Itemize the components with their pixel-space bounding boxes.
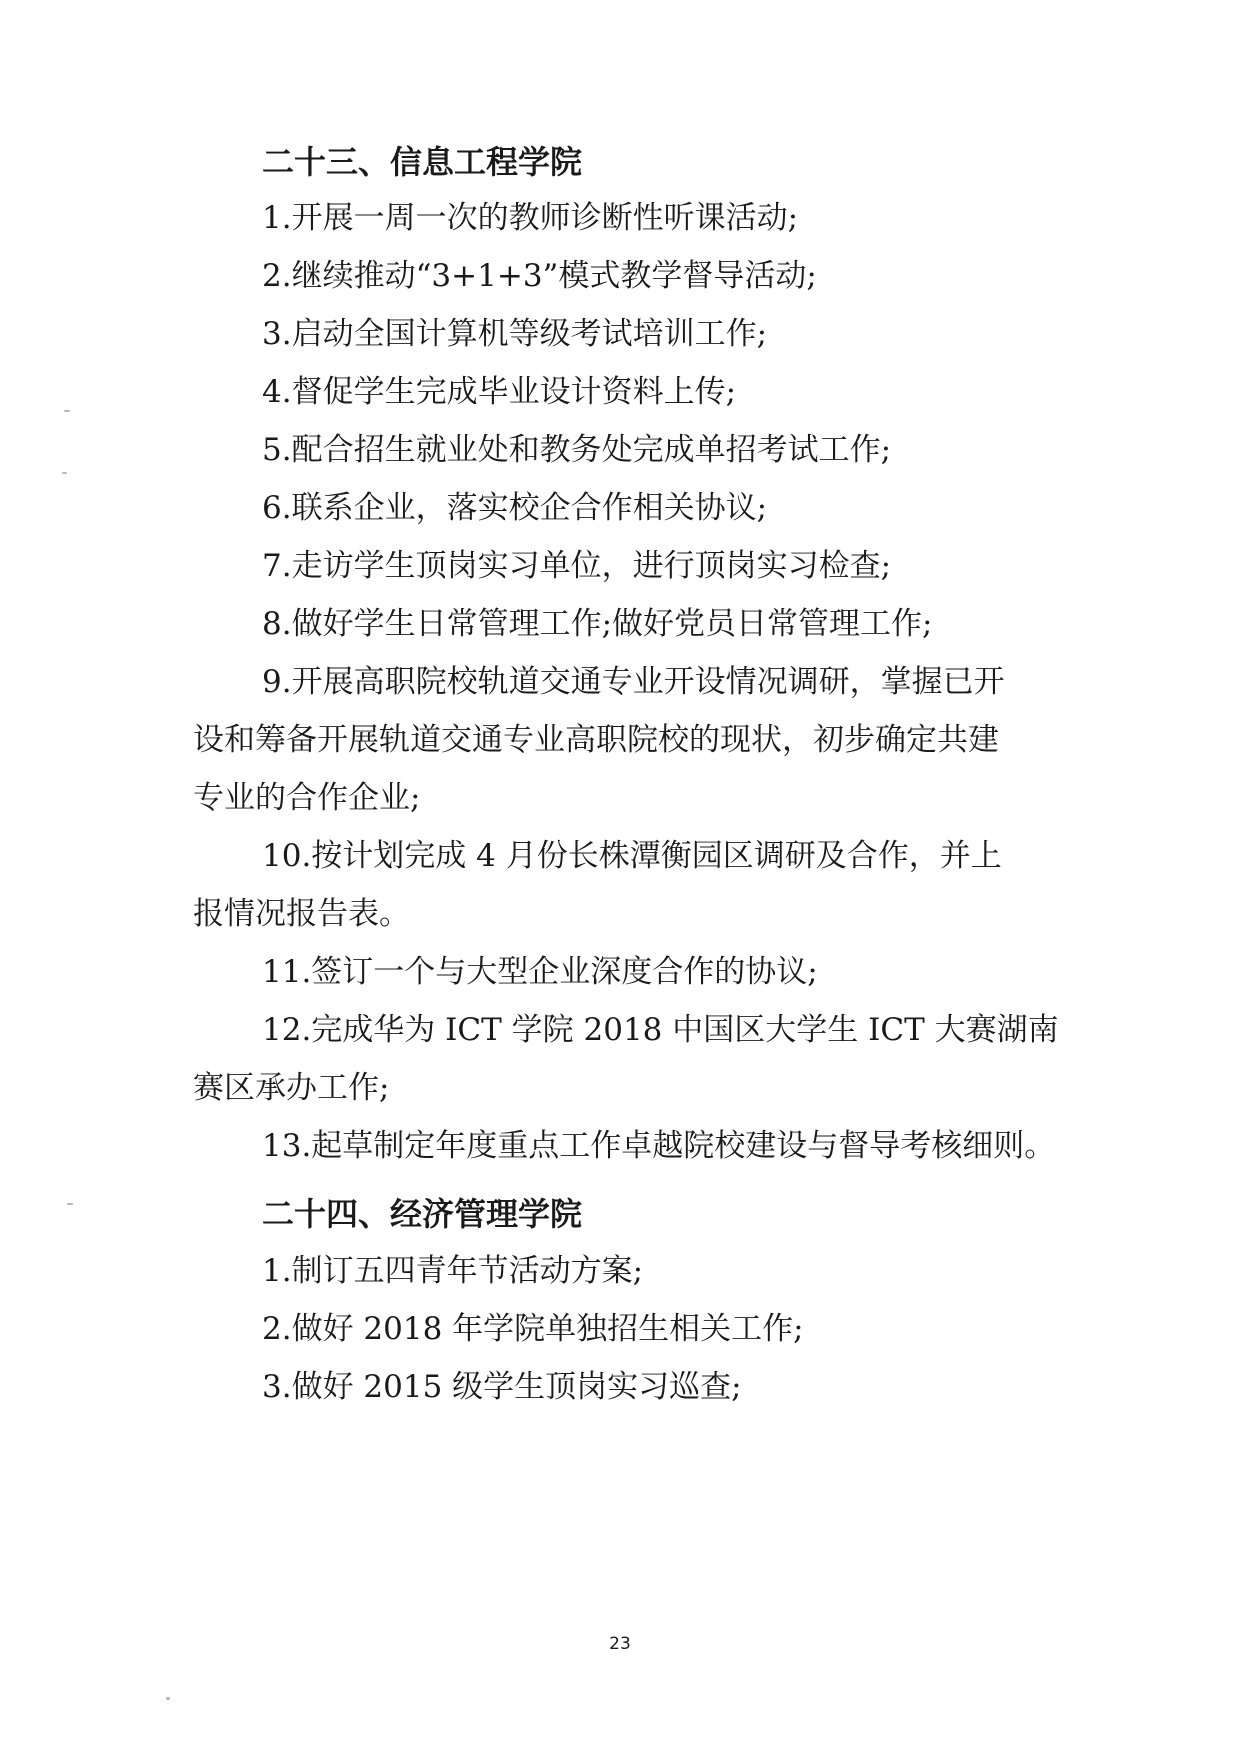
list-item: 2.继续推动“3+1+3”模式教学督导活动; xyxy=(262,258,817,294)
list-item-continuation: 赛区承办工作; xyxy=(193,1070,390,1106)
list-item: 8.做好学生日常管理工作;做好党员日常管理工作; xyxy=(262,606,933,642)
list-item-line: 10.按计划完成 4 月份长株潭衡园区调研及合作，并上 xyxy=(262,838,1002,874)
list-item-continuation: 专业的合作企业; xyxy=(193,780,421,816)
list-item-continuation: 设和筹备开展轨道交通专业高职院校的现状，初步确定共建 xyxy=(193,722,999,758)
list-item: 4.督促学生完成毕业设计资料上传; xyxy=(262,374,737,410)
scan-speck xyxy=(67,1203,73,1205)
list-item: 11.签订一个与大型企业深度合作的协议; xyxy=(262,954,818,990)
list-item-line: 12.完成华为 ICT 学院 2018 中国区大学生 ICT 大赛湖南 xyxy=(262,1012,1059,1048)
section-heading: 二十四、经济管理学院 xyxy=(262,1195,583,1233)
list-item: 3.做好 2015 级学生顶岗实习巡查; xyxy=(262,1369,742,1405)
list-item-line: 9.开展高职院校轨道交通专业开设情况调研，掌握已开 xyxy=(262,664,1005,700)
list-item: 6.联系企业，落实校企合作相关协议; xyxy=(262,490,768,526)
scan-speck xyxy=(62,472,67,474)
list-item: 2.做好 2018 年学院单独招生相关工作; xyxy=(262,1311,804,1347)
list-item: 13.起草制定年度重点工作卓越院校建设与督导考核细则。 xyxy=(262,1128,1056,1164)
list-item-continuation: 报情况报告表。 xyxy=(193,896,410,932)
list-item: 7.走访学生顶岗实习单位，进行顶岗实习检查; xyxy=(262,548,892,584)
list-item: 5.配合招生就业处和教务处完成单招考试工作; xyxy=(262,432,892,468)
section-heading: 二十三、信息工程学院 xyxy=(262,143,583,181)
list-item: 3.启动全国计算机等级考试培训工作; xyxy=(262,316,768,352)
list-item: 1.开展一周一次的教师诊断性听课活动; xyxy=(262,200,799,236)
scan-speck xyxy=(166,1697,170,1700)
page-number: 23 xyxy=(609,1634,631,1654)
scan-speck xyxy=(64,410,70,412)
list-item: 1.制订五四青年节活动方案; xyxy=(262,1253,644,1289)
